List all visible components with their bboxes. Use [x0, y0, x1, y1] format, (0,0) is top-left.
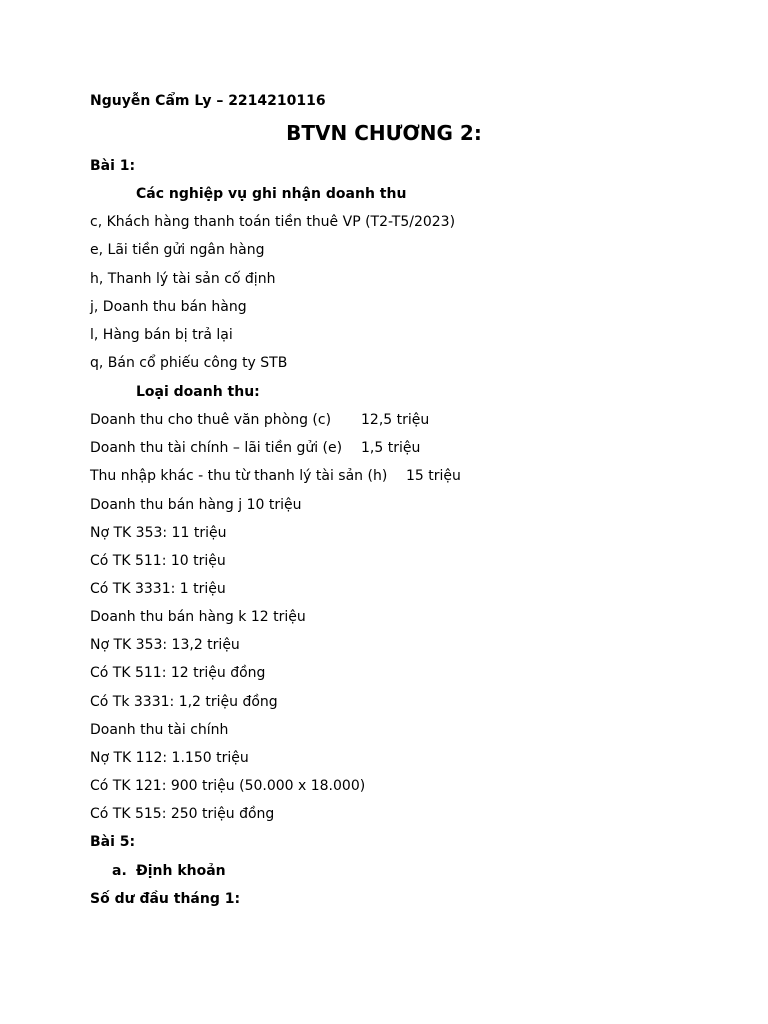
journal-entry: Có TK 515: 250 triệu đồng [90, 806, 275, 822]
list-item: c, Khách hàng thanh toán tiền thuê VP (T2-T5/2023) [90, 214, 456, 230]
bai1-heading: Bài 1: [90, 158, 136, 174]
revenue-type-row [90, 439, 421, 457]
bai1-subheading-revenue-transactions: Các nghiệp vụ ghi nhận doanh thu [136, 186, 407, 202]
revenue-type-amount: 12,5 triệu [361, 412, 430, 428]
list-item: l, Hàng bán bị trả lại [90, 327, 233, 343]
document-title: BTVN CHƯƠNG 2: [286, 121, 482, 145]
journal-entry: Có TK 511: 12 triệu đồng [90, 665, 266, 681]
revenue-type-label: Thu nhập khác - thu từ thanh lý tài sản (h) [90, 468, 388, 484]
list-marker-a: a. [112, 863, 127, 879]
bai5-heading: Bài 5: [90, 834, 136, 850]
author-line: Nguyễn Cẩm Ly – 2214210116 [90, 93, 326, 109]
journal-entry: Nợ TK 353: 13,2 triệu [90, 637, 240, 653]
list-item: e, Lãi tiền gửi ngân hàng [90, 242, 265, 258]
journal-entry: Có TK 511: 10 triệu [90, 553, 226, 569]
revenue-type-label: Doanh thu tài chính – lãi tiền gửi (e) [90, 440, 343, 456]
revenue-type-row [90, 411, 430, 429]
journal-entry: Doanh thu tài chính [90, 722, 229, 738]
bai5-item-a: Định khoản [136, 863, 226, 879]
revenue-type-amount: 1,5 triệu [361, 440, 421, 456]
bai5-balance-heading: Số dư đầu tháng 1: [90, 891, 241, 907]
journal-entry: Có TK 3331: 1 triệu [90, 581, 226, 597]
journal-entry: Có Tk 3331: 1,2 triệu đồng [90, 694, 278, 710]
journal-entry: Nợ TK 112: 1.150 triệu [90, 750, 249, 766]
journal-entry: Doanh thu bán hàng k 12 triệu [90, 609, 306, 625]
journal-entry: Nợ TK 353: 11 triệu [90, 525, 227, 541]
revenue-type-label: Doanh thu cho thuê văn phòng (c) [90, 412, 332, 428]
journal-entry: Doanh thu bán hàng j 10 triệu [90, 497, 302, 513]
bai1-subheading-revenue-types: Loại doanh thu: [136, 384, 260, 400]
revenue-type-amount: 15 triệu [406, 468, 461, 484]
list-item: q, Bán cổ phiếu công ty STB [90, 355, 288, 371]
revenue-type-row [90, 467, 461, 485]
journal-entry: Có TK 121: 900 triệu (50.000 x 18.000) [90, 778, 366, 794]
list-item: j, Doanh thu bán hàng [90, 299, 247, 315]
list-item: h, Thanh lý tài sản cố định [90, 271, 276, 287]
